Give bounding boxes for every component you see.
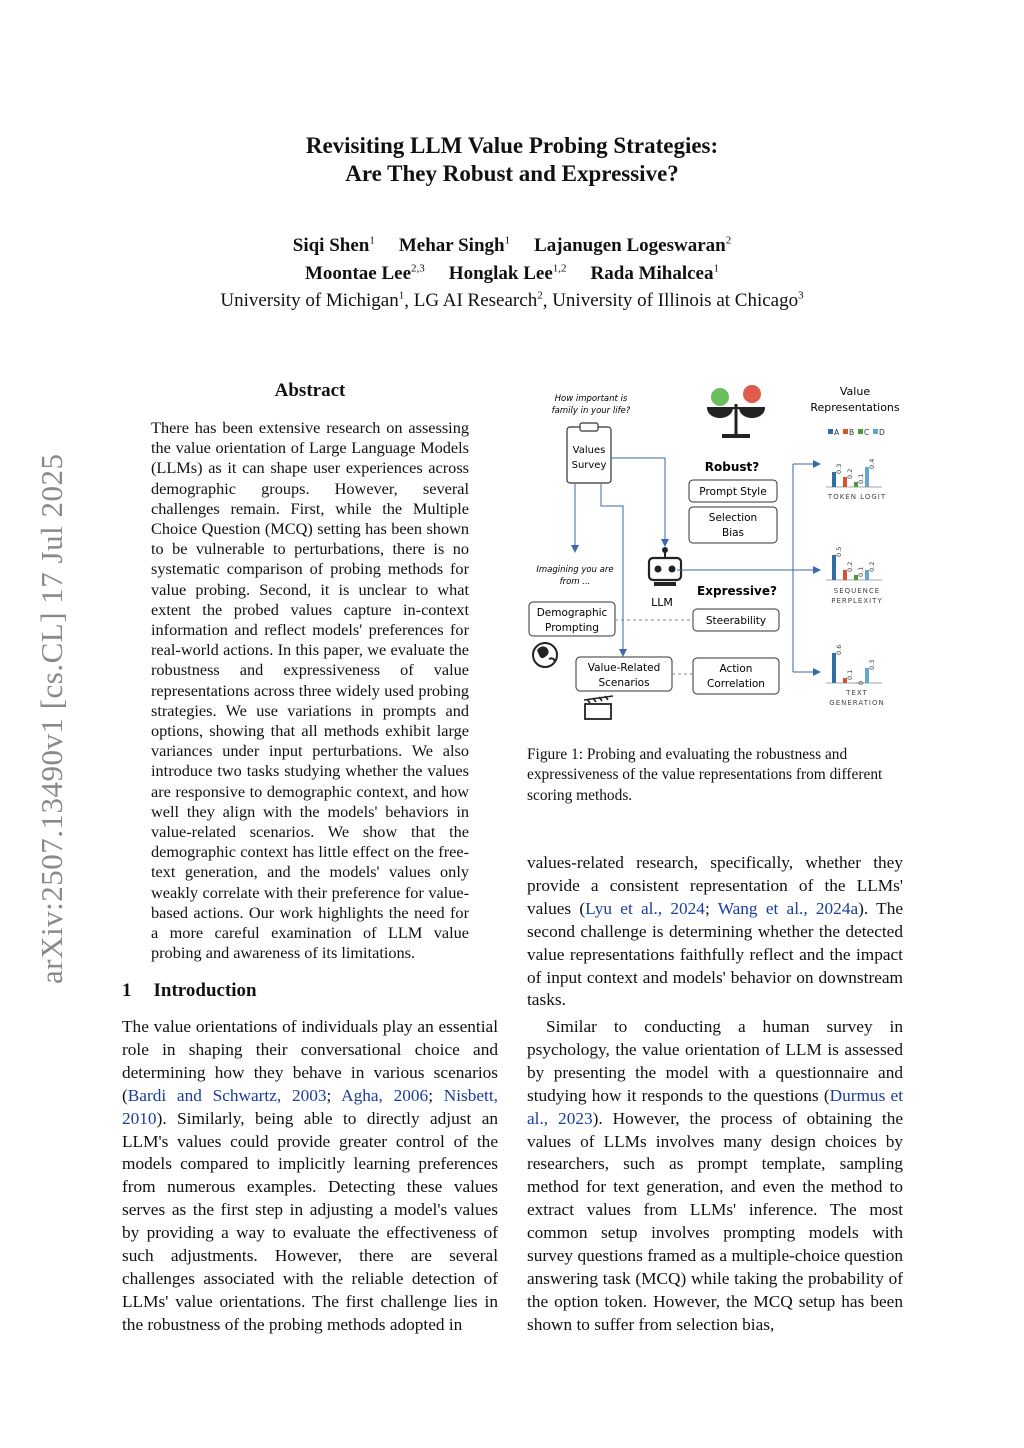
affiliations: University of Michigan$^1$, LG AI Research$^2$, University of Illinois at Chicago$^3$ [220, 289, 804, 311]
affiliation: University of Michigan$^1$ [220, 289, 405, 311]
authors-line-1 [0, 230, 1024, 257]
legend-swatch [858, 429, 863, 434]
figure-caption: Figure 1: Probing and evaluating the robustness and expressiveness of the value representations from different scoring methods. [527, 746, 883, 804]
chart-value-label: 0.4 [868, 458, 876, 469]
author-name: Rada Mihalcea$^1$ [590, 262, 719, 284]
imagining-text-2: from ... [559, 577, 591, 587]
chart-bar [865, 467, 869, 487]
chart-value-label: 0.2 [868, 561, 876, 572]
values-survey-label-1: Values [572, 445, 606, 456]
chart-axis-label: GENERATION [829, 699, 885, 707]
author-name: Mehar Singh$^1$ [398, 235, 511, 257]
chart-value-label: 0.1 [857, 473, 865, 484]
abstract-text: There has been extensive research on assessing the value orientation of Large Language Models (LLMs) as it can shape user experiences across demographic groups. However, several challenges remain. First, while the Multiple Choice Question (MCQ) setting has been shown to be vulnerable to perturbations, there is no systematic comparison of probing methods for value probing. Second, it is unclear to what extent the probed values capture in-context information and reflect models' preferences for real-world actions. In this paper, we evaluate the robustness and expressiveness of value representations across three widely used probing strategies. We use variations in prompts and options, showing that all methods exhibit large variances under input perturbations. We also introduce two tasks studying whether the values are responsive to demographic context, and how well they align with the models' behaviors in value-related scenarios. We show that the demographic context has little effect on the free-text generation, and the models' values only weakly correlate with their preference for value-based actions. Our work highlights the need for a more careful examination of LLM value probing and awareness of its limitations. [151, 418, 469, 963]
arxiv-stamp: arXiv:2507.13490v1 [cs.CL] 17 Jul 2025 [34, 453, 69, 984]
legend-label: C [864, 428, 870, 437]
citation-link[interactable]: Nisbett, 2010 [122, 1085, 498, 1128]
sequence-perplexity-chart [826, 547, 883, 605]
authors-line-2 [0, 257, 1024, 284]
value-related-box-2: Scenarios [598, 677, 650, 689]
chart-value-label: 0.1 [846, 669, 854, 680]
abstract-heading: Abstract [274, 380, 346, 401]
author-name: Moontae Lee$^{2,3}$ [304, 262, 425, 284]
clapperboard-icon [584, 696, 613, 719]
robot-icon [649, 547, 681, 586]
figure-1-diagram [527, 380, 907, 720]
robust-label: Robust? [704, 460, 760, 474]
value-rep-title-2: Representations [810, 401, 900, 414]
intro-paragraph-3: Similar to conducting a human survey in psychology, the value orientation of LLM is assessed by presenting the model with a questionnaire and studying how it responds to the questions (Durmus et al., 2023). However, the process of obtaining the values of LLMs involves many design choices by researchers, such as prompt template, sampling method for text generation, and even the method to extract values from LLMs' inference. The most common setup involves prompting models with survey questions framed as a multiple-choice question answering task (MCQ) while taking the probability of the option token. However, the MCQ setup has been shown to suffer from selection bias, [527, 1017, 904, 1334]
intro-title: Introduction [153, 980, 257, 1001]
chart-value-label: 0.1 [857, 566, 865, 577]
paper-title [0, 132, 1024, 188]
action-correlation-box-2: Correlation [707, 678, 765, 690]
legend-swatch [873, 429, 878, 434]
citation-link[interactable]: Bardi and Schwartz, 2003 [127, 1085, 327, 1105]
chart-axis-label: TOKEN LOGIT [827, 493, 887, 501]
citation-link[interactable]: Lyu et al., 2024 [585, 898, 705, 918]
steerability-box: Steerability [705, 615, 767, 627]
chart-legend [828, 428, 885, 437]
citation-link[interactable]: Durmus et al., 2023 [527, 1085, 904, 1128]
chart-axis-label: TEXT [846, 689, 868, 697]
balance-scale-icon [707, 385, 765, 436]
legend-swatch [828, 429, 833, 434]
citation-link[interactable]: Agha, 2006 [341, 1085, 429, 1105]
intro-heading [122, 980, 257, 1002]
intro-paragraph-1: The value orientations of individuals play an essential role in shaping their conversational choice and determining how they behave in various scenarios (Bardi and Schwartz, 2003; Agha, 2006; Nisbett, 2010). Similarly, being able to directly adjust an LLM's values could provide greater control of the models compared to implicitly learning preferences from numerous examples. Detecting these values serves as the first step in adjusting a model's values by providing a way to evaluate the effectiveness of such adjustments. However, there are several challenges associated with the reliable detection of LLMs' value orientations. The first challenge lies in the robustness of the probing methods adopted in [122, 1017, 498, 1334]
chart-axis-label: PERPLEXITY [831, 597, 883, 605]
legend-swatch [843, 429, 848, 434]
expressive-label: Expressive? [697, 584, 777, 598]
question-text-1: How important is [554, 394, 628, 404]
legend-label: A [834, 428, 840, 437]
author-name: Siqi Shen$^1$ [292, 235, 375, 257]
chart-value-label: 0.3 [835, 463, 843, 474]
text-generation-chart [826, 645, 885, 707]
values-survey-label-2: Survey [571, 460, 607, 471]
chart-value-label: 0.3 [868, 659, 876, 670]
imagining-text-1: Imagining you are [536, 565, 614, 575]
author-name: Honglak Lee$^{1,2}$ [448, 262, 567, 284]
chart-value-label: 0 [857, 680, 865, 685]
title-line-1: Revisiting LLM Value Probing Strategies: [305, 133, 719, 158]
affiliation: LG AI Research$^2$ [413, 289, 543, 311]
selection-bias-box-2: Bias [721, 527, 745, 539]
chart-value-label: 0.2 [846, 468, 854, 479]
affiliation: University of Illinois at Chicago$^3$ [552, 289, 804, 311]
title-line-2: Are They Robust and Expressive? [345, 161, 679, 186]
legend-label: B [849, 428, 855, 437]
question-text-2: family in your life? [551, 406, 631, 416]
intro-number: 1 [122, 980, 132, 1001]
llm-label: LLM [651, 596, 673, 609]
selection-bias-box-1: Selection [708, 512, 758, 524]
author-block [0, 230, 1024, 312]
demographic-box-1: Demographic [536, 607, 608, 619]
chart-bar [832, 653, 836, 683]
action-correlation-box-1: Action [719, 663, 753, 675]
prompt-style-box: Prompt Style [699, 486, 767, 498]
chart-bar [832, 555, 836, 580]
chart-value-label: 0.5 [835, 546, 843, 557]
chart-value-label: 0.2 [846, 561, 854, 572]
token-logit-chart [826, 459, 886, 501]
citation-link[interactable]: Wang et al., 2024a [717, 898, 859, 918]
intro-paragraph-2: values-related research, specifically, whether they provide a consistent representation of the LLMs' values (Lyu et al., 2024; Wang et al., 2024a). The second challenge is determining whether the detected value representations faithfully reflect and the impact of input context and models' behavior on downstream tasks. [527, 853, 904, 1010]
globe-icon [533, 643, 557, 667]
chart-axis-label: SEQUENCE [833, 587, 881, 595]
demographic-box-2: Prompting [545, 622, 599, 634]
arrow-survey-llm [611, 458, 665, 546]
author-name: Lajanugen Logeswaran$^2$ [534, 235, 732, 257]
value-related-box-1: Value-Related [587, 662, 661, 674]
value-rep-title-1: Value [839, 385, 871, 398]
legend-label: D [879, 428, 885, 437]
chart-value-label: 0.6 [835, 644, 843, 655]
